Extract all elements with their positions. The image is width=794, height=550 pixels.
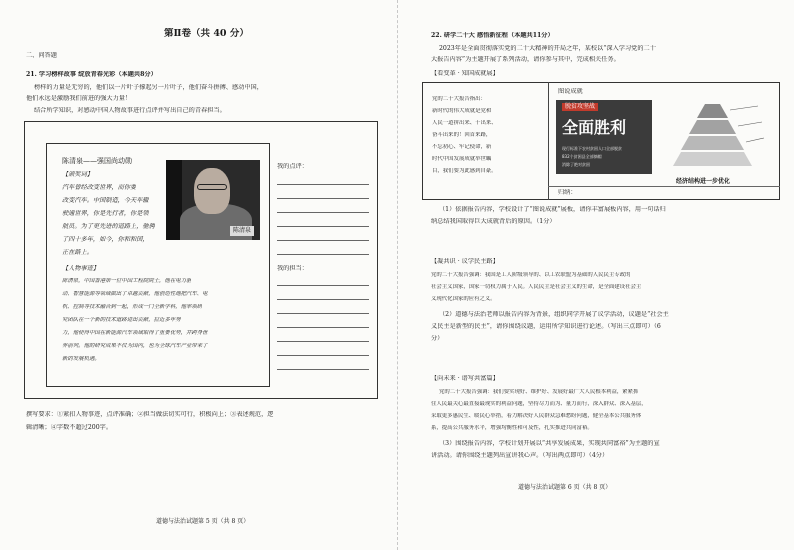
answer-line[interactable] <box>277 198 369 199</box>
answer-line[interactable] <box>277 285 369 286</box>
report-quote-line: 新时代的伟大成就是党和 <box>432 108 492 114</box>
prosperity-text: 党的二十大报告强调：我们要实现好、维护好、发展好最广大人民根本利益，紧紧抓 <box>439 389 639 395</box>
answer-line[interactable] <box>277 313 369 314</box>
report-quote-line: 人民一道拼出来、干出来、 <box>432 120 497 126</box>
prosperity-text: 住人民最关心最直接最现实的利益问题，坚持尽力而为、量力而行，深入群众、深入基层， <box>431 401 647 407</box>
prosperity-text: 系，提高公共服务水平，增强均衡性和可及性，扎实推进共同富裕。 <box>431 425 593 431</box>
q22-intro-line: 2023年是全面贯彻落实党的二十大精神的开局之年，某校以“深入学习党的二十 <box>439 45 656 52</box>
panel-title: 图说成就 <box>558 88 583 95</box>
victory-sub: 现行标准下农村贫困人口全部脱贫 <box>562 146 622 151</box>
answer-line[interactable] <box>277 254 369 255</box>
answer-line[interactable] <box>277 327 369 328</box>
writing-requirements: 辑清晰；④字数不超过200字。 <box>26 424 113 431</box>
part-heading: 二、问答题 <box>26 52 57 59</box>
poverty-badge: 脱贫攻坚战 <box>562 103 598 111</box>
award-line: 改变汽车。中国制造，今天车辙 <box>62 197 149 204</box>
deeds-line: 界前列。他的研究成果不仅为国内，也为全球汽车产业带来了 <box>62 343 208 349</box>
deeds-line: 新的发展机遇。 <box>62 356 100 362</box>
question-2: 义民主是新型的民主”，请你围绕议题，运用所学知识进行论述。（写出三点即可）（6 <box>431 323 661 330</box>
answer-line[interactable] <box>277 341 369 342</box>
answer-line[interactable] <box>277 226 369 227</box>
q21-intro-line: 榜样的力量是无穷的，他们以一片叶子撑起另一片叶子，他们奋斗拼搏、感动中国， <box>34 84 263 91</box>
q22-intro-line: 大报告内容”为主题开展了系列活动，请你参与其中，完成相关任务。 <box>431 56 620 63</box>
pyramid-caption: 经济结构进一步优化 <box>676 178 731 185</box>
photo-name-caption: 陈清泉 <box>230 226 254 236</box>
answer-line[interactable] <box>277 212 369 213</box>
deeds-line: 动、智慧能源等领域做出了卓越贡献，他创造性地把汽车、电 <box>62 291 208 297</box>
deeds-line: 陈清泉，中国香港第一位中国工程院院士，他在电力驱 <box>62 278 192 284</box>
person-card-title: 陈清泉——强国尚动勋 <box>62 157 132 165</box>
pyramid-tier <box>681 136 744 150</box>
summary-label: 归纳： <box>558 189 577 196</box>
victory-sub: 消除了绝对贫困 <box>562 162 590 167</box>
victory-sub: 832个贫困县全部摘帽 <box>562 154 602 159</box>
question-3: 讲活动。请你围绕主题列出宣讲我心声。（写出两点即可）（4分） <box>431 452 609 459</box>
democracy-text: 义现代化国家的应有之义。 <box>431 296 496 302</box>
block2-header: 【凝共识 · 议学民主路】 <box>431 258 499 265</box>
question-1: （1）依据报告内容，学校设计了“图说成就”展板，请你丰富展板内容，用一句话归 <box>439 206 666 213</box>
victory-text: 全面胜利 <box>562 118 627 137</box>
report-quote-line: 目，我们要为此感到自豪。 <box>432 168 497 174</box>
answer-line[interactable] <box>277 369 369 370</box>
report-quote-line: 时代中国发展成就举世瞩 <box>432 156 492 162</box>
review-label: 我的点评： <box>277 163 308 170</box>
pyramid-tier <box>689 120 736 134</box>
deeds-line: 究团队在一个新的技术道路进出贡献，拉近多年努 <box>62 317 181 323</box>
award-label: 【颁奖词】 <box>62 171 93 178</box>
block3-header: 【向未来 · 谱写共富篇】 <box>431 375 499 382</box>
pyramid-leader-line <box>746 138 764 142</box>
q21-intro-line: 结合所学知识，对感动中国人物故事进行点评并写出自己的青春担当。 <box>34 107 226 114</box>
panel-divider <box>548 186 780 187</box>
pyramid-leader-line <box>730 106 758 110</box>
question-2: 分） <box>431 335 444 342</box>
democracy-text: 社会主义国家，国家一切权力属于人民。人民民主是社会主义的生命，是全面建设社会主 <box>431 284 642 290</box>
prosperity-text: 采取更多惠民生、暖民心举措，着力解决好人民群众急难愁盼问题，健全基本公共服务体 <box>431 413 642 419</box>
block1-header: 【看变革 · 知国成就展】 <box>431 70 499 77</box>
question-2: （2）道德与法治老师以报告内容为背景，组织同学开展了议学活动，议题是“社会主 <box>439 311 669 318</box>
award-line: 驶通世界，你是先行者，你是领 <box>62 210 149 217</box>
right-page <box>397 0 794 550</box>
answer-line[interactable] <box>277 299 369 300</box>
pyramid-tier <box>697 104 728 118</box>
pyramid-leader-line <box>738 122 762 126</box>
deeds-line: 力，他使得中国在新能源汽车领域取得了重要优势，并跨身世 <box>62 330 208 336</box>
pledge-label: 我的担当： <box>277 265 308 272</box>
section-title: 第Ⅱ卷（共 40 分） <box>164 28 249 39</box>
award-line: 航员。为了更先进的道路上，驰骋 <box>62 223 155 230</box>
question-3: （3）围绕报告内容，学校计划开展以“共享发展成果，实现共同富裕”为主题的宣 <box>439 440 660 447</box>
democracy-text: 党的二十大报告强调：我国是工人阶级领导的、以工农联盟为基础的人民民主专政的 <box>431 272 631 278</box>
award-line: 了四十多年，如今，你和和国， <box>62 236 149 243</box>
q21-intro-line: 他们永远是激励我们前进的强大力量！ <box>26 95 132 102</box>
question-21-title: 21. 学习榜样故事 绽放青春光彩（本题共8分） <box>26 71 157 78</box>
answer-line[interactable] <box>277 184 369 185</box>
pyramid-tier <box>673 152 752 166</box>
answer-line[interactable] <box>277 240 369 241</box>
portrait-photo <box>166 160 260 240</box>
box-divider <box>548 82 549 200</box>
page-footer: 道德与法治试题第 5 页（共 8 页） <box>156 518 250 525</box>
award-line: 汽车曾经改变世界，而你要 <box>62 184 137 191</box>
question-1: 纳总结我国取得巨大成就背后的原因。（1分） <box>431 218 556 225</box>
deeds-label: 【人物事迹】 <box>62 265 100 272</box>
report-quote-line: 党的二十大报告指出： <box>432 96 486 102</box>
award-line: 正在路上。 <box>62 249 93 256</box>
economy-pyramid-graphic <box>660 100 770 170</box>
writing-requirements: 撰写要求：①紧扣人物事迹，点评准确；②担当做法切实可行，积极向上；③表述规范，逻 <box>26 411 274 418</box>
poverty-victory-image <box>556 100 652 174</box>
answer-line[interactable] <box>277 355 369 356</box>
page-footer: 道德与法治试题第 6 页（共 8 页） <box>518 484 612 491</box>
report-quote-line: 不忘初心、牢记使命，新 <box>432 144 492 150</box>
question-22-title: 22. 研学二十大 感悟新征程（本题共11分） <box>431 32 554 39</box>
deeds-line: 机、控制等技术融合到一起，形成一门全新学科，他率领研 <box>62 304 203 310</box>
report-quote-line: 奋斗出来的！回首来路， <box>432 132 492 138</box>
